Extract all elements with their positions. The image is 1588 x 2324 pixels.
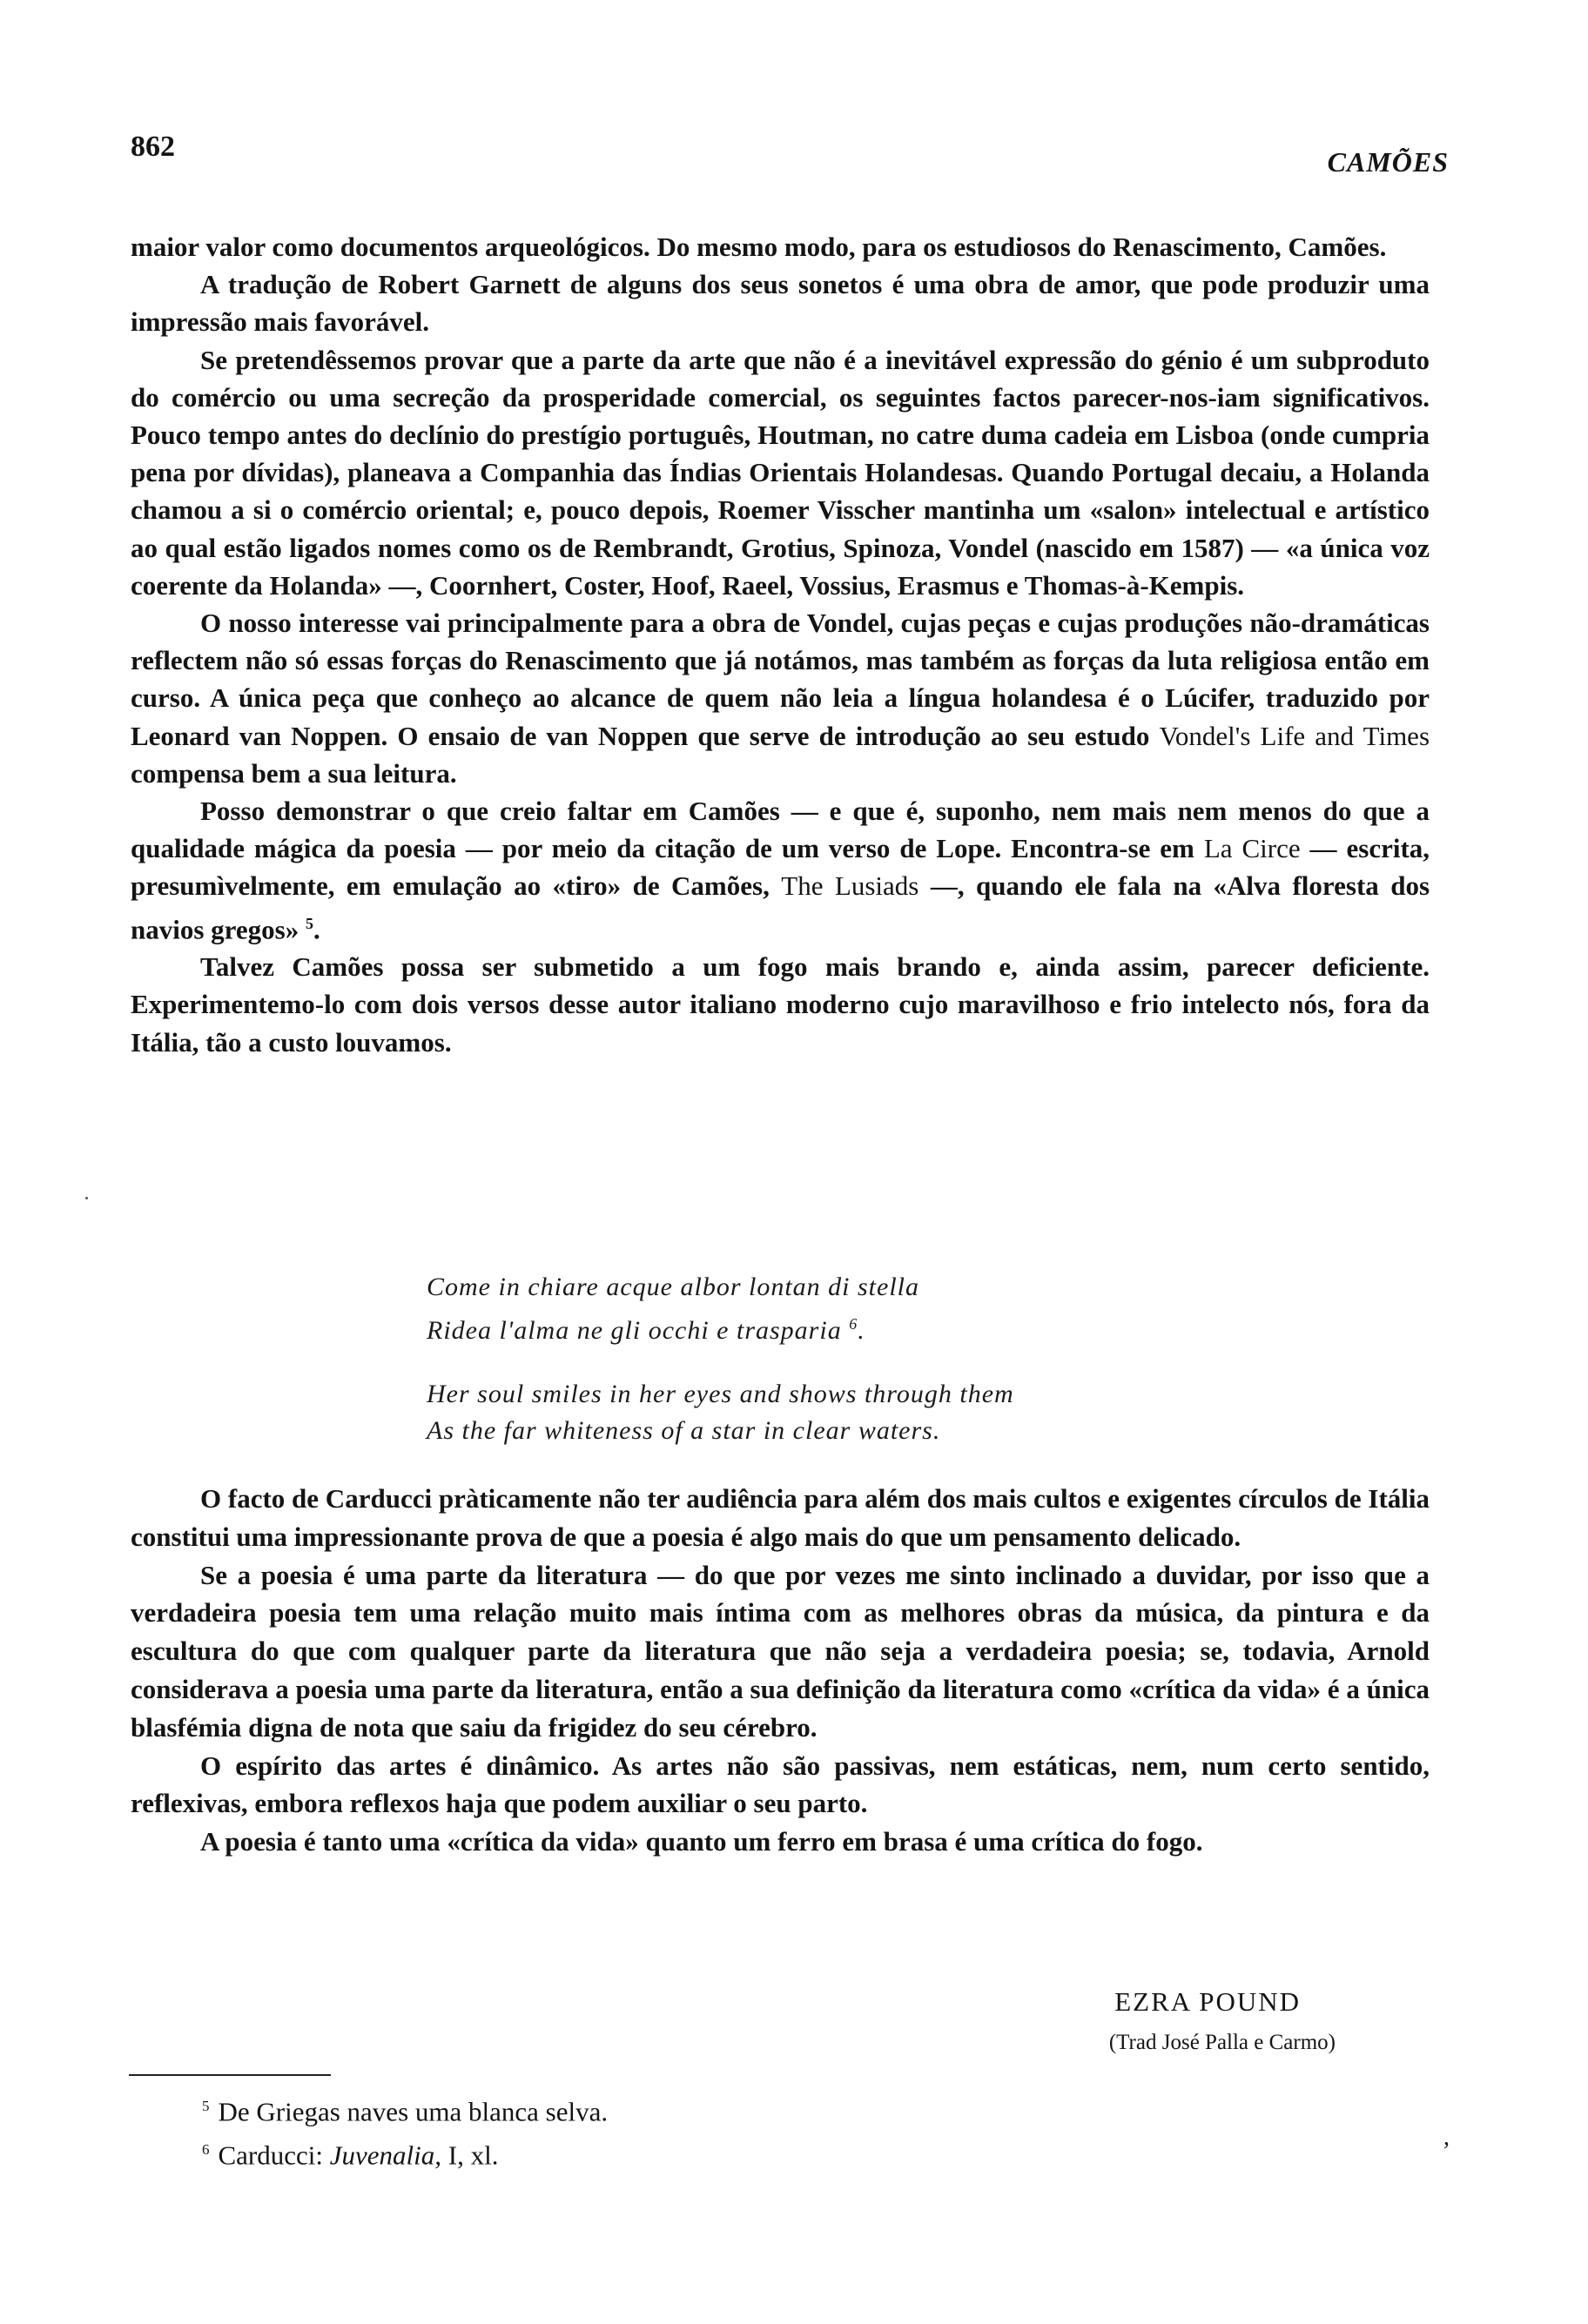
translator-credit: (Trad José Palla e Carmo) bbox=[1108, 2031, 1336, 2054]
paragraph: O espírito das artes é dinâmico. As artes não são passivas, nem estáticas, nem, num certo sentido, reflexivas, embora reflexos haja que podem auxiliar o seu parto. bbox=[131, 1750, 1430, 1819]
author-signature: EZRA POUND bbox=[1114, 1986, 1301, 2017]
poem-italian bbox=[427, 1269, 919, 1349]
footnote-number: 5 bbox=[202, 2098, 210, 2114]
page-header bbox=[131, 131, 1449, 183]
scan-speck bbox=[85, 1197, 88, 1199]
paragraph-text: — escrita, presumìvelmente, em emulação ao «tiro» de Camões, bbox=[131, 833, 1430, 902]
paragraph: Talvez Camões possa ser submetido a um fogo mais brando e, ainda assim, parecer deficiente. Experimentemo-lo com dois versos desse autor italiano moderno cujo maravilhoso e frio intelecto nós, fora da Itália, tão a custo louvamos. bbox=[131, 951, 1430, 1058]
paragraph: maior valor como documentos arqueológicos. Do mesmo modo, para os estudiosos do Renascimento, Camões. bbox=[131, 232, 1387, 262]
footnote-marker: 5 bbox=[305, 914, 313, 932]
footnote bbox=[202, 2131, 608, 2174]
paragraph-text: —, quando ele fala na «Alva floresta dos navios gregos» bbox=[131, 870, 1430, 944]
footnotes bbox=[202, 2087, 608, 2175]
paragraph: A poesia é tanto uma «crítica da vida» quanto um ferro em brasa é uma crítica do fogo. bbox=[200, 1826, 1203, 1857]
footnote-divider bbox=[129, 2074, 331, 2076]
page-number: 862 bbox=[131, 131, 175, 163]
poem-line: Her soul smiles in her eyes and shows through them bbox=[427, 1380, 1014, 1408]
body-text bbox=[131, 228, 1430, 1061]
footnote-book-title: Juvenalia, bbox=[329, 2139, 442, 2171]
footnote-marker: 6 bbox=[849, 1315, 858, 1333]
paragraph-text: Posso demonstrar o que creio faltar em Camões — e que é, suponho, nem mais nem menos do que a qualidade mágica da poesia — por meio da citação de um verso de Lope. Encontra-se em bbox=[131, 796, 1430, 864]
paragraph: O facto de Carducci pràticamente não ter audiência para além dos mais cultos e exigentes círculos de Itália constitui uma impressionante prova de que a poesia é algo mais do que um pensamento delicado. bbox=[131, 1483, 1430, 1552]
footnote-text: I, xl. bbox=[441, 2139, 499, 2171]
paragraph: Se pretendêssemos provar que a parte da arte que não é a inevitável expressão do génio é um subproduto do comércio ou uma secreção da prosperidade comercial, os seguintes factos parecer-nos-iam significativos. Pouco tempo antes do declínio do prestígio português, Houtman, no catre duma cadeia em Lisboa (onde cumpria pena por dívidas), planeava a Companhia das Índias Orientais Holandesas. Quando Portugal decaiu, a Holanda chamou a si o comércio oriental; e, pouco depois, Roemer Visscher mantinha um «salon» intelectual e artístico ao qual estão ligados nomes como os de Rembrandt, Grotius, Spinoza, Vondel (nascido em 1587) — «a única voz coerente da Holanda» —, Coornhert, Coster, Hoof, Raeel, Vossius, Erasmus e Thomas-à-Kempis. bbox=[131, 344, 1430, 601]
poem-line bbox=[427, 1306, 919, 1349]
paragraph bbox=[131, 604, 1430, 792]
footnote-text: Carducci: bbox=[218, 2139, 330, 2171]
paragraph-text: O nosso interesse vai principalmente para a obra de Vondel, cujas peças e cujas produções não-dramáticas reflectem não só essas forças do Renascimento que já notámos, mas também as forças da luta religiosa então em curso. A única peça que conheço ao alcance de quem não leia a língua holandesa é o Lúcifer, traduzido por Leonard van Noppen. O ensaio de van Noppen que serve de introdução ao seu estudo bbox=[131, 608, 1430, 751]
book-title: The Lusiads bbox=[781, 870, 919, 902]
stray-mark: , bbox=[1443, 2124, 1450, 2151]
poem-english bbox=[427, 1376, 1014, 1449]
footnote bbox=[202, 2087, 608, 2131]
body-text-continued bbox=[131, 1480, 1430, 1861]
poem-line-text: . bbox=[858, 1316, 865, 1345]
paragraph-text: . bbox=[313, 913, 320, 944]
paragraph: A tradução de Robert Garnett de alguns dos seus sonetos é uma obra de amor, que pode produzir uma impressão mais favorável. bbox=[131, 269, 1430, 338]
footnote-number: 6 bbox=[202, 2141, 210, 2159]
poem-line-text: Ridea l'alma ne gli occhi e trasparia bbox=[427, 1316, 842, 1345]
book-title: La Circe bbox=[1203, 833, 1301, 864]
running-title: CAMÕES bbox=[1327, 146, 1449, 178]
poem-line: As the far whiteness of a star in clear waters. bbox=[427, 1416, 941, 1445]
paragraph: Se a poesia é uma parte da literatura — do que por vezes me sinto inclinado a duvidar, por isso que a verdadeira poesia tem uma relação muito mais íntima com as melhores obras da música, da pintura e da escultura do que com qualquer parte da literatura que não seja a verdadeira poesia; se, todavia, Arnold considerava a poesia uma parte da literatura, então a sua definição da literatura como «crítica da vida» é a única blasfémia digna de nota que saiu da frigidez do seu cérebro. bbox=[131, 1559, 1430, 1743]
poem-line: Come in chiare acque albor lontan di stella bbox=[427, 1273, 919, 1301]
paragraph bbox=[131, 792, 1430, 948]
footnote-text: De Griegas naves uma blanca selva. bbox=[218, 2096, 609, 2127]
book-title: Vondel's Life and Times bbox=[1159, 720, 1430, 751]
paragraph-text: compensa bem a sua leitura. bbox=[131, 757, 457, 789]
